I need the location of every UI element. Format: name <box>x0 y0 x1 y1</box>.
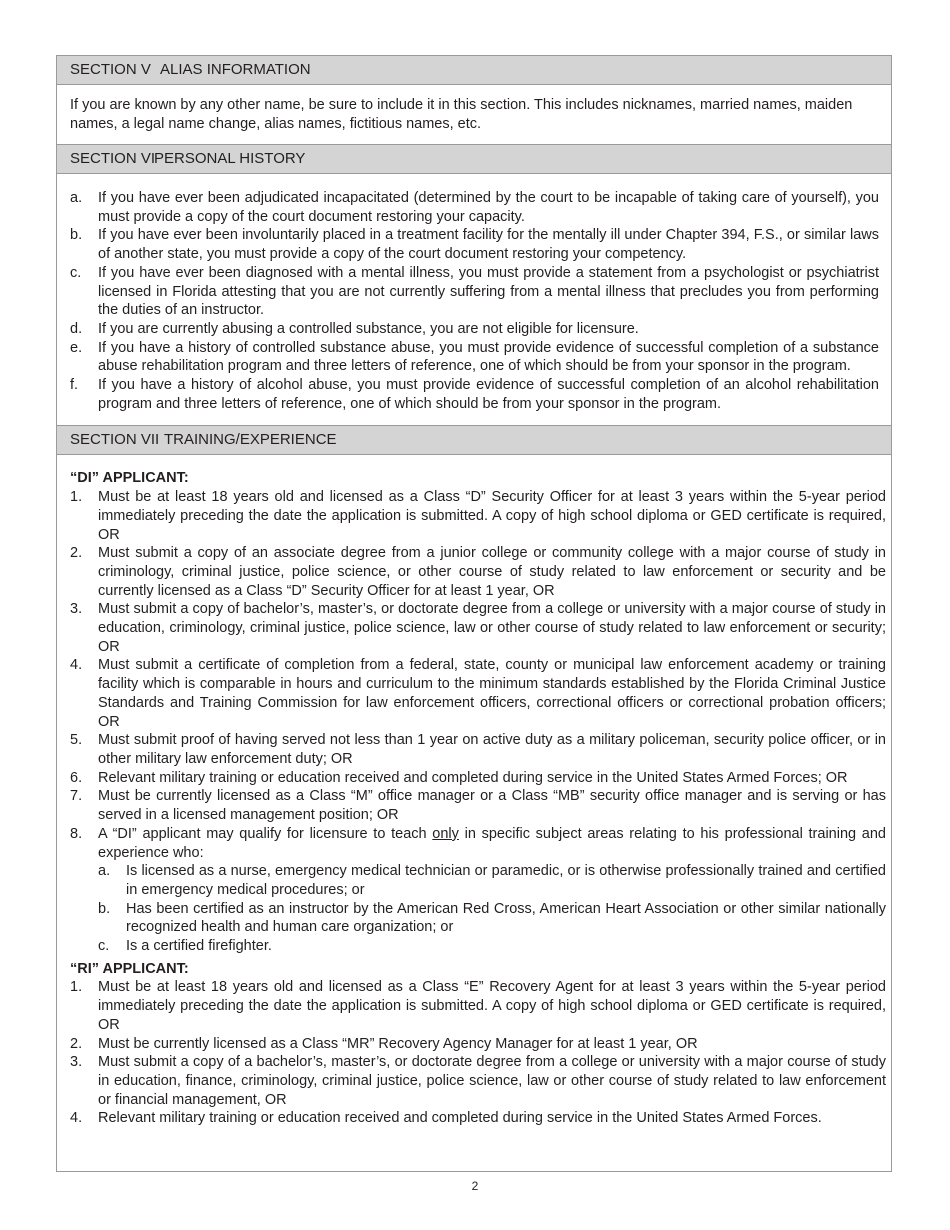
sub-list-marker: a. <box>98 863 111 880</box>
list-item <box>70 189 879 226</box>
personal-history-list <box>70 189 879 413</box>
list-item-text: If you have ever been diagnosed with a mental illness, you must provide a statement from a psychologist or psychiatrist licensed in Florida attesting that you are not currently suffering from a mental illness that precludes you from performing the duties of an instructor. <box>98 264 879 319</box>
underlined-only: only <box>432 825 459 842</box>
list-item-text: Must submit a certificate of completion from a federal, state, county or municipal law enforcement academy or training facility which is comparable in hours and curriculum to the minimum standards established by the Florida Criminal Justice Standards and Training Commission for law enforcement officers, correctional officers or correctional probation officers; OR <box>98 657 886 730</box>
list-marker: f. <box>70 377 79 394</box>
list-marker: 6. <box>70 769 83 786</box>
list-item-text: Must submit proof of having served not less than 1 year on active duty as a military policeman, security police officer, or in other military law enforcement duty; OR <box>98 732 886 767</box>
list-item <box>70 320 879 339</box>
list-marker: 7. <box>70 788 83 805</box>
list-item-text: Must be currently licensed as a Class “MR” Recovery Agency Manager for at least 1 year, OR <box>98 1035 698 1052</box>
list-item <box>70 488 886 544</box>
di-requirements-list <box>70 488 886 956</box>
list-item-text: If you are currently abusing a controlled substance, you are not eligible for licensure. <box>98 320 639 337</box>
section-v-number: SECTION V <box>70 61 151 78</box>
list-marker: 3. <box>70 601 83 618</box>
list-item-text: Must be at least 18 years old and licensed as a Class “E” Recovery Agent for at least 3 years within the 5-year period immediately preceding the date the application is submitted. A copy of high school diploma or GED certificate is required, OR <box>98 979 886 1033</box>
list-item-text: Must submit a copy of an associate degree from a junior college or community college with a major course of study in criminology, criminal justice, police science, or other course of study related to law enforcement or security and be currently licensed as a Class “D” Security Officer for at least 1 year, OR <box>98 545 886 599</box>
section-vii-number: SECTION VII <box>70 431 160 449</box>
list-marker: a. <box>70 190 83 206</box>
list-item-text: Must submit a copy of bachelor’s, master’s, or doctorate degree from a college or university with a major course of study in education, criminology, criminal justice, police science, law or other course of study related to law enforcement or security; OR <box>98 601 886 655</box>
list-marker: d. <box>70 320 83 337</box>
list-marker: 1. <box>70 979 83 996</box>
list-item <box>70 825 886 956</box>
list-item <box>70 978 886 1034</box>
list-item <box>70 731 886 768</box>
sub-list-item <box>98 937 886 956</box>
list-item-text: If you have a history of controlled substance abuse, you must provide evidence of successful completion of a substance abuse rehabilitation program and three letters of reference, one of which should be from your sponsor in the program. <box>98 339 879 375</box>
sub-list-marker: c. <box>98 938 110 955</box>
list-item-text: If you have ever been adjudicated incapacitated (determined by the court to be incapable of taking care of yourself), you must provide a copy of the court document restoring your capacity. <box>98 190 879 225</box>
list-item <box>70 656 886 731</box>
list-item-text: Must be at least 18 years old and licensed as a Class “D” Security Officer for at least 3 years within the 5-year period immediately preceding the date the application is submitted. A copy of high school diploma or GED certificate is required, OR <box>98 489 886 543</box>
list-item-text: Relevant military training or education received and completed during service in the United States Armed Forces. <box>98 1110 822 1127</box>
list-item-body <box>98 825 886 956</box>
text-after-underline: in specific subject areas relating to his professional training and experience who: <box>98 825 886 861</box>
section-vi-body <box>57 174 891 425</box>
list-marker: 1. <box>70 489 83 506</box>
list-marker: 3. <box>70 1054 83 1071</box>
list-item-text <box>98 825 886 862</box>
list-item <box>70 787 886 824</box>
list-marker: 4. <box>70 1110 83 1127</box>
list-item <box>70 339 879 376</box>
list-marker: e. <box>70 339 83 356</box>
page-number: 2 <box>471 1179 479 1193</box>
list-item <box>70 1053 886 1109</box>
list-item <box>70 264 879 320</box>
list-marker: c. <box>70 264 82 281</box>
list-marker: 2. <box>70 545 83 562</box>
section-v-text: If you are known by any other name, be sure to include it in this section. This includes nicknames, married names, maiden names, a legal name change, alias names, fictitious names, etc. <box>70 97 853 132</box>
list-item <box>70 1109 886 1128</box>
list-item <box>70 544 886 600</box>
sub-list-text: Is licensed as a nurse, emergency medical technician or paramedic, or is otherwise professionally trained and certified in emergency medical procedures; or <box>126 863 886 898</box>
list-item <box>70 769 886 788</box>
section-vi-title: PERSONAL HISTORY <box>154 150 306 167</box>
section-v-header <box>57 56 891 85</box>
sub-list-text: Is a certified firefighter. <box>126 938 272 955</box>
list-marker: b. <box>70 227 83 244</box>
section-vii-body <box>57 455 891 1128</box>
section-vi-header <box>57 144 891 174</box>
text-before-underline: A “DI” applicant may qualify for licensure to teach <box>98 825 433 842</box>
list-item <box>70 1035 886 1054</box>
ri-requirements-list <box>70 978 886 1128</box>
list-item-text: Must be currently licensed as a Class “M” office manager or a Class “MB” security office manager and is serving or has served in a licensed management position; OR <box>98 788 886 824</box>
list-item <box>70 226 879 263</box>
section-v-title: ALIAS INFORMATION <box>160 61 311 78</box>
sub-list-marker: b. <box>98 900 111 917</box>
list-marker: 5. <box>70 732 83 749</box>
section-vii-title: TRAINING/EXPERIENCE <box>164 431 337 449</box>
list-marker: 8. <box>70 825 83 842</box>
ri-applicant-heading: “RI” APPLICANT: <box>70 960 189 977</box>
sub-list-item <box>98 900 886 937</box>
section-vii-header <box>57 425 891 455</box>
sub-list-item <box>98 862 886 899</box>
list-item <box>70 600 886 656</box>
list-item-text: Must submit a copy of a bachelor’s, master’s, or doctorate degree from a college or university with a major course of study in education, finance, criminology, criminal justice, police science, law or other course of study related to law enforcement or financial management, OR <box>98 1054 886 1108</box>
list-marker: 4. <box>70 657 83 674</box>
list-item-text: If you have a history of alcohol abuse, you must provide evidence of successful completion of an alcohol rehabilitation program and three letters of reference, one of which should be from your sponsor in the program. <box>98 377 879 412</box>
list-item-text: If you have ever been involuntarily placed in a treatment facility for the mentally ill under Chapter 394, F.S., or similar laws of another state, you must provide a copy of the court document restoring your competency. <box>98 227 879 263</box>
list-item <box>70 376 879 413</box>
section-vi-number: SECTION VI <box>70 150 156 167</box>
di-applicant-heading: “DI” APPLICANT: <box>70 470 189 487</box>
qualification-sub-list <box>98 862 886 956</box>
list-item-text: Relevant military training or education received and completed during service in the United States Armed Forces; OR <box>98 769 848 786</box>
sub-list-text: Has been certified as an instructor by the American Red Cross, American Heart Association or other similar nationally recognized health and human care organization; or <box>126 900 886 936</box>
form-page-frame <box>56 55 892 1172</box>
list-marker: 2. <box>70 1035 83 1052</box>
